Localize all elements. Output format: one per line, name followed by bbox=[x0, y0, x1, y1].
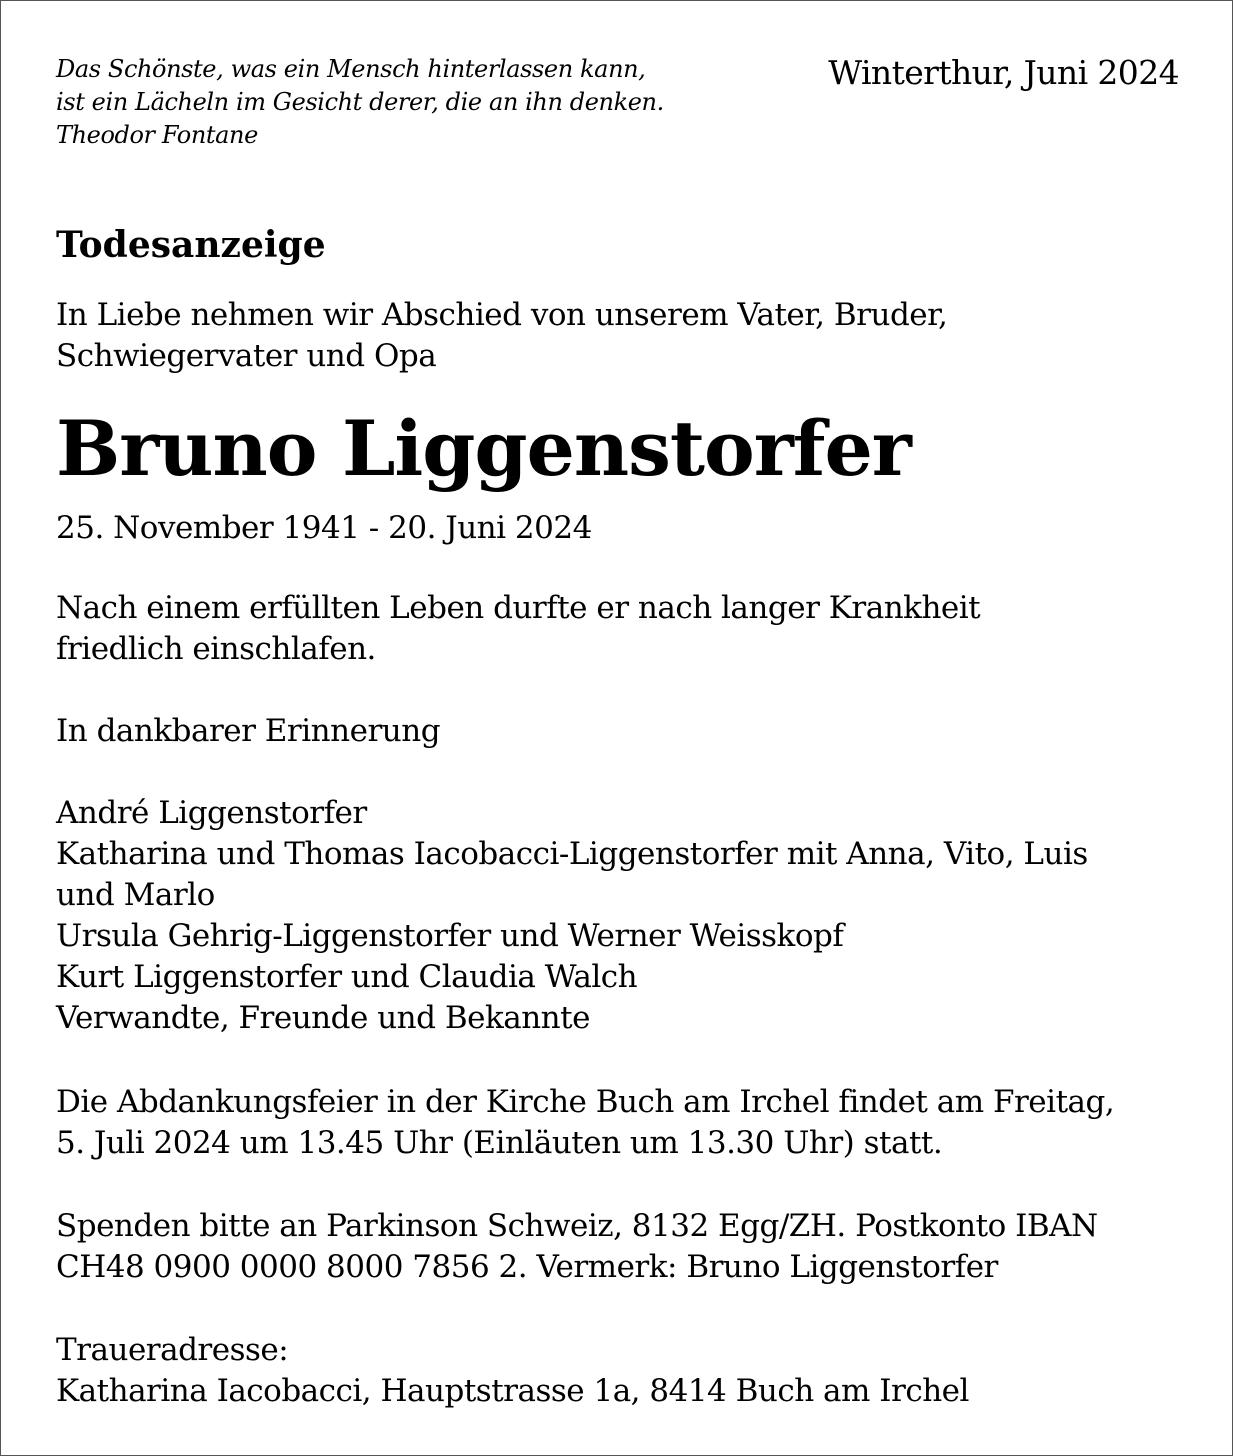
message-text bbox=[56, 588, 980, 670]
quote-line: Das Schönste, was ein Mensch hinterlassen kann, bbox=[56, 55, 646, 83]
place-date: Winterthur, Juni 2024 bbox=[828, 53, 1179, 92]
mourner-line: Kurt Liggenstorfer und Claudia Walch bbox=[56, 959, 638, 995]
ceremony-line: Die Abdankungsfeier in der Kirche Buch am Irchel findet am Freitag, bbox=[56, 1084, 1115, 1120]
mourning-address bbox=[56, 1330, 969, 1412]
deceased-name: Bruno Liggenstorfer bbox=[56, 404, 911, 493]
notice-heading: Todesanzeige bbox=[56, 224, 326, 266]
mourner-line: André Liggenstorfer bbox=[56, 795, 367, 831]
mourner-line: Ursula Gehrig-Liggenstorfer und Werner Weisskopf bbox=[56, 918, 844, 954]
message-line: friedlich einschlafen. bbox=[56, 631, 376, 667]
mourner-line: Verwandte, Freunde und Bekannte bbox=[56, 1000, 590, 1036]
intro-text bbox=[56, 295, 947, 377]
mourning-address-text: Katharina Iacobacci, Hauptstrasse 1a, 8414 Buch am Irchel bbox=[56, 1373, 969, 1409]
donations-line: Spenden bitte an Parkinson Schweiz, 8132 Egg/ZH. Postkonto IBAN bbox=[56, 1208, 1098, 1244]
donations-line: CH48 0900 0000 8000 7856 2. Vermerk: Bruno Liggenstorfer bbox=[56, 1249, 998, 1285]
mourner-line: und Marlo bbox=[56, 877, 215, 913]
remembrance-line: In dankbarer Erinnerung bbox=[56, 713, 441, 749]
ceremony-line: 5. Juli 2024 um 13.45 Uhr (Einläuten um 13.30 Uhr) statt. bbox=[56, 1125, 943, 1161]
epigraph-quote bbox=[56, 53, 664, 152]
remembrance-text bbox=[56, 711, 440, 752]
life-dates bbox=[56, 508, 592, 549]
quote-author: Theodor Fontane bbox=[56, 121, 258, 149]
intro-line: Schwiegervater und Opa bbox=[56, 338, 437, 374]
message-line: Nach einem erfüllten Leben durfte er nach langer Krankheit bbox=[56, 590, 981, 626]
life-dates-text: 25. November 1941 - 20. Juni 2024 bbox=[56, 510, 592, 546]
intro-line: In Liebe nehmen wir Abschied von unserem Vater, Bruder, bbox=[56, 297, 948, 333]
mourning-address-label: Traueradresse: bbox=[56, 1332, 289, 1368]
donations-text bbox=[56, 1206, 1098, 1288]
mourner-line: Katharina und Thomas Iacobacci-Liggenstorfer mit Anna, Vito, Luis bbox=[56, 836, 1088, 872]
ceremony-text bbox=[56, 1082, 1114, 1164]
mourners-list bbox=[56, 793, 1088, 1039]
quote-line: ist ein Lächeln im Gesicht derer, die an ihn denken. bbox=[56, 88, 664, 116]
